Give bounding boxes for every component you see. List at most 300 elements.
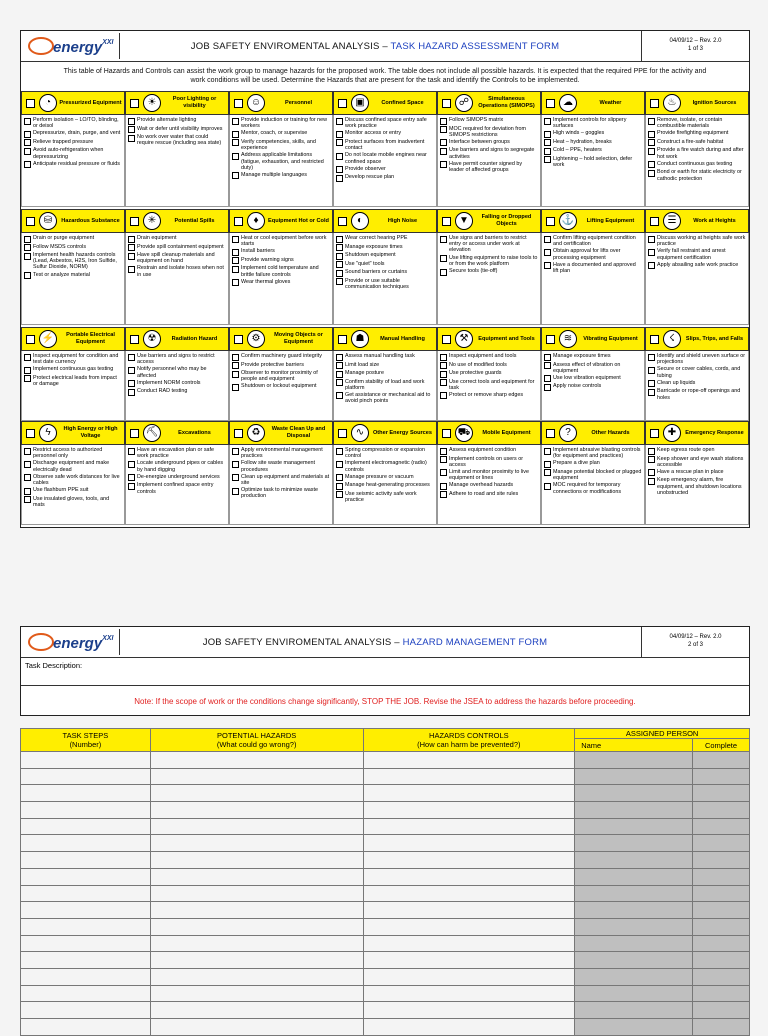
control-checkbox[interactable] [232, 257, 239, 264]
control-checkbox[interactable] [440, 379, 447, 386]
category-checkbox[interactable] [546, 99, 555, 108]
control-checkbox[interactable] [648, 448, 655, 455]
control-item[interactable] [440, 353, 538, 361]
category-checkbox[interactable] [650, 429, 659, 438]
control-checkbox[interactable] [544, 236, 551, 243]
control-checkbox[interactable] [128, 236, 135, 243]
complete-cell[interactable] [693, 768, 750, 785]
complete-cell[interactable] [693, 818, 750, 835]
category-checkbox[interactable] [442, 99, 451, 108]
category-checkbox[interactable] [234, 99, 243, 108]
complete-cell[interactable] [693, 935, 750, 952]
name-cell[interactable] [575, 752, 693, 769]
control-checkbox[interactable] [128, 126, 135, 133]
control-item[interactable] [544, 447, 642, 459]
control-checkbox[interactable] [128, 266, 135, 273]
category-checkbox[interactable] [234, 217, 243, 226]
control-cell[interactable] [363, 768, 575, 785]
control-checkbox[interactable] [232, 118, 239, 125]
control-cell[interactable] [363, 818, 575, 835]
control-cell[interactable] [363, 918, 575, 935]
control-item[interactable] [336, 117, 434, 129]
control-checkbox[interactable] [440, 483, 447, 490]
control-checkbox[interactable] [648, 161, 655, 168]
control-item[interactable] [440, 491, 538, 499]
category-checkbox[interactable] [650, 335, 659, 344]
name-cell[interactable] [575, 852, 693, 869]
control-checkbox[interactable] [232, 153, 239, 160]
category-checkbox[interactable] [234, 335, 243, 344]
name-cell[interactable] [575, 835, 693, 852]
control-item[interactable] [544, 262, 642, 274]
control-checkbox[interactable] [336, 461, 343, 468]
control-item[interactable] [648, 388, 746, 400]
control-checkbox[interactable] [440, 269, 447, 276]
control-item[interactable] [128, 235, 226, 243]
hazard-cell[interactable] [150, 902, 363, 919]
control-checkbox[interactable] [232, 354, 239, 361]
control-checkbox[interactable] [336, 448, 343, 455]
control-item[interactable] [24, 252, 122, 271]
control-item[interactable] [24, 447, 122, 459]
control-item[interactable] [24, 139, 122, 147]
control-checkbox[interactable] [336, 483, 343, 490]
control-checkbox[interactable] [336, 236, 343, 243]
hazard-cell[interactable] [150, 818, 363, 835]
control-item[interactable] [440, 147, 538, 159]
control-checkbox[interactable] [440, 392, 447, 399]
control-item[interactable] [128, 244, 226, 252]
control-item[interactable] [648, 117, 746, 129]
control-checkbox[interactable] [544, 375, 551, 382]
name-cell[interactable] [575, 1019, 693, 1036]
control-item[interactable] [336, 491, 434, 503]
control-checkbox[interactable] [544, 448, 551, 455]
control-checkbox[interactable] [24, 496, 31, 503]
complete-cell[interactable] [693, 952, 750, 969]
control-item[interactable] [440, 392, 538, 400]
complete-cell[interactable] [693, 802, 750, 819]
control-item[interactable] [544, 130, 642, 138]
control-item[interactable] [24, 147, 122, 159]
control-item[interactable] [232, 487, 330, 499]
category-checkbox[interactable] [650, 217, 659, 226]
control-checkbox[interactable] [128, 389, 135, 396]
hazard-cell[interactable] [150, 752, 363, 769]
complete-cell[interactable] [693, 852, 750, 869]
control-checkbox[interactable] [544, 249, 551, 256]
control-checkbox[interactable] [440, 148, 447, 155]
control-item[interactable] [440, 362, 538, 370]
control-checkbox[interactable] [648, 131, 655, 138]
category-checkbox[interactable] [546, 217, 555, 226]
control-checkbox[interactable] [648, 236, 655, 243]
control-cell[interactable] [363, 885, 575, 902]
control-item[interactable] [648, 380, 746, 388]
hazard-cell[interactable] [150, 1002, 363, 1019]
control-checkbox[interactable] [440, 255, 447, 262]
step-cell[interactable] [21, 835, 151, 852]
control-item[interactable] [232, 353, 330, 361]
control-checkbox[interactable] [544, 483, 551, 490]
step-cell[interactable] [21, 985, 151, 1002]
control-checkbox[interactable] [128, 380, 135, 387]
hazard-cell[interactable] [150, 868, 363, 885]
control-checkbox[interactable] [544, 118, 551, 125]
control-item[interactable] [336, 130, 434, 138]
control-checkbox[interactable] [648, 148, 655, 155]
control-checkbox[interactable] [336, 131, 343, 138]
name-cell[interactable] [575, 985, 693, 1002]
hazard-cell[interactable] [150, 968, 363, 985]
category-checkbox[interactable] [26, 99, 35, 108]
control-item[interactable] [648, 235, 746, 247]
control-cell[interactable] [363, 785, 575, 802]
control-item[interactable] [232, 474, 330, 486]
control-item[interactable] [440, 255, 538, 267]
control-item[interactable] [232, 248, 330, 256]
category-checkbox[interactable] [442, 429, 451, 438]
control-item[interactable] [232, 257, 330, 265]
control-checkbox[interactable] [232, 448, 239, 455]
control-item[interactable] [24, 460, 122, 472]
control-checkbox[interactable] [24, 253, 31, 260]
control-checkbox[interactable] [648, 367, 655, 374]
control-item[interactable] [336, 370, 434, 378]
control-item[interactable] [440, 117, 538, 125]
control-checkbox[interactable] [24, 448, 31, 455]
control-item[interactable] [440, 235, 538, 254]
control-checkbox[interactable] [648, 478, 655, 485]
control-item[interactable] [648, 130, 746, 138]
control-checkbox[interactable] [440, 456, 447, 463]
control-checkbox[interactable] [336, 139, 343, 146]
complete-cell[interactable] [693, 1002, 750, 1019]
control-item[interactable] [128, 447, 226, 459]
control-checkbox[interactable] [440, 469, 447, 476]
control-checkbox[interactable] [544, 148, 551, 155]
complete-cell[interactable] [693, 985, 750, 1002]
control-item[interactable] [336, 353, 434, 361]
hazard-cell[interactable] [150, 852, 363, 869]
category-checkbox[interactable] [338, 335, 347, 344]
hazard-cell[interactable] [150, 935, 363, 952]
control-checkbox[interactable] [648, 262, 655, 269]
step-cell[interactable] [21, 885, 151, 902]
control-cell[interactable] [363, 902, 575, 919]
control-item[interactable] [440, 456, 538, 468]
control-item[interactable] [648, 147, 746, 159]
control-item[interactable] [648, 169, 746, 181]
control-checkbox[interactable] [544, 469, 551, 476]
control-item[interactable] [232, 279, 330, 287]
hazard-cell[interactable] [150, 885, 363, 902]
control-item[interactable] [128, 366, 226, 378]
control-checkbox[interactable] [232, 474, 239, 481]
task-description-field[interactable] [111, 661, 745, 679]
control-checkbox[interactable] [440, 161, 447, 168]
control-checkbox[interactable] [128, 461, 135, 468]
control-checkbox[interactable] [232, 384, 239, 391]
control-item[interactable] [648, 447, 746, 455]
control-item[interactable] [336, 139, 434, 151]
control-checkbox[interactable] [544, 354, 551, 361]
control-item[interactable] [544, 139, 642, 147]
control-checkbox[interactable] [336, 362, 343, 369]
complete-cell[interactable] [693, 785, 750, 802]
control-cell[interactable] [363, 968, 575, 985]
step-cell[interactable] [21, 802, 151, 819]
control-checkbox[interactable] [440, 362, 447, 369]
control-checkbox[interactable] [128, 135, 135, 142]
control-checkbox[interactable] [336, 278, 343, 285]
control-checkbox[interactable] [544, 156, 551, 163]
control-checkbox[interactable] [336, 474, 343, 481]
control-cell[interactable] [363, 802, 575, 819]
complete-cell[interactable] [693, 868, 750, 885]
control-checkbox[interactable] [648, 249, 655, 256]
control-item[interactable] [544, 147, 642, 155]
name-cell[interactable] [575, 952, 693, 969]
hazard-cell[interactable] [150, 918, 363, 935]
control-item[interactable] [128, 252, 226, 264]
control-item[interactable] [648, 262, 746, 270]
step-cell[interactable] [21, 1002, 151, 1019]
step-cell[interactable] [21, 902, 151, 919]
control-checkbox[interactable] [336, 392, 343, 399]
control-checkbox[interactable] [336, 371, 343, 378]
control-item[interactable] [128, 117, 226, 125]
hazard-cell[interactable] [150, 835, 363, 852]
hazard-cell[interactable] [150, 1019, 363, 1036]
name-cell[interactable] [575, 818, 693, 835]
control-checkbox[interactable] [128, 483, 135, 490]
category-checkbox[interactable] [26, 429, 35, 438]
control-checkbox[interactable] [544, 461, 551, 468]
name-cell[interactable] [575, 802, 693, 819]
control-item[interactable] [232, 152, 330, 171]
control-checkbox[interactable] [440, 118, 447, 125]
name-cell[interactable] [575, 868, 693, 885]
step-cell[interactable] [21, 818, 151, 835]
step-cell[interactable] [21, 935, 151, 952]
control-checkbox[interactable] [24, 131, 31, 138]
control-item[interactable] [440, 447, 538, 455]
control-item[interactable] [336, 152, 434, 164]
control-item[interactable] [128, 474, 226, 482]
control-checkbox[interactable] [232, 279, 239, 286]
control-checkbox[interactable] [440, 448, 447, 455]
complete-cell[interactable] [693, 1019, 750, 1036]
name-cell[interactable] [575, 1002, 693, 1019]
control-cell[interactable] [363, 752, 575, 769]
name-cell[interactable] [575, 968, 693, 985]
control-item[interactable] [232, 130, 330, 138]
control-checkbox[interactable] [24, 272, 31, 279]
category-checkbox[interactable] [546, 335, 555, 344]
control-checkbox[interactable] [544, 139, 551, 146]
control-checkbox[interactable] [648, 380, 655, 387]
control-checkbox[interactable] [24, 375, 31, 382]
control-checkbox[interactable] [336, 270, 343, 277]
control-item[interactable] [232, 139, 330, 151]
control-checkbox[interactable] [24, 161, 31, 168]
control-item[interactable] [440, 268, 538, 276]
complete-cell[interactable] [693, 918, 750, 935]
name-cell[interactable] [575, 885, 693, 902]
control-cell[interactable] [363, 1019, 575, 1036]
control-item[interactable] [440, 379, 538, 391]
control-checkbox[interactable] [24, 488, 31, 495]
name-cell[interactable] [575, 785, 693, 802]
hazard-cell[interactable] [150, 768, 363, 785]
control-item[interactable] [128, 265, 226, 277]
control-checkbox[interactable] [336, 175, 343, 182]
control-checkbox[interactable] [440, 491, 447, 498]
control-item[interactable] [128, 353, 226, 365]
control-item[interactable] [128, 460, 226, 472]
control-item[interactable] [336, 362, 434, 370]
category-checkbox[interactable] [130, 99, 139, 108]
control-item[interactable] [440, 161, 538, 173]
control-checkbox[interactable] [24, 118, 31, 125]
category-checkbox[interactable] [338, 217, 347, 226]
control-checkbox[interactable] [128, 448, 135, 455]
complete-cell[interactable] [693, 902, 750, 919]
control-checkbox[interactable] [336, 166, 343, 173]
control-item[interactable] [232, 235, 330, 247]
control-checkbox[interactable] [232, 249, 239, 256]
control-item[interactable] [336, 235, 434, 243]
control-item[interactable] [128, 380, 226, 388]
control-checkbox[interactable] [232, 266, 239, 273]
control-item[interactable] [24, 235, 122, 243]
control-item[interactable] [24, 272, 122, 280]
complete-cell[interactable] [693, 835, 750, 852]
control-checkbox[interactable] [336, 244, 343, 251]
control-checkbox[interactable] [440, 139, 447, 146]
control-item[interactable] [24, 161, 122, 169]
category-checkbox[interactable] [650, 99, 659, 108]
name-cell[interactable] [575, 935, 693, 952]
control-checkbox[interactable] [336, 118, 343, 125]
name-cell[interactable] [575, 918, 693, 935]
complete-cell[interactable] [693, 752, 750, 769]
category-checkbox[interactable] [442, 217, 451, 226]
control-cell[interactable] [363, 952, 575, 969]
control-cell[interactable] [363, 985, 575, 1002]
control-cell[interactable] [363, 1002, 575, 1019]
hazard-cell[interactable] [150, 985, 363, 1002]
control-item[interactable] [440, 482, 538, 490]
category-checkbox[interactable] [234, 429, 243, 438]
control-checkbox[interactable] [128, 244, 135, 251]
control-item[interactable] [544, 117, 642, 129]
step-cell[interactable] [21, 868, 151, 885]
control-item[interactable] [648, 161, 746, 169]
control-checkbox[interactable] [648, 170, 655, 177]
control-item[interactable] [24, 244, 122, 252]
category-checkbox[interactable] [338, 429, 347, 438]
control-item[interactable] [544, 235, 642, 247]
control-item[interactable] [544, 469, 642, 481]
control-item[interactable] [336, 174, 434, 182]
control-checkbox[interactable] [24, 461, 31, 468]
control-checkbox[interactable] [544, 384, 551, 391]
control-checkbox[interactable] [440, 371, 447, 378]
category-checkbox[interactable] [26, 335, 35, 344]
control-checkbox[interactable] [128, 253, 135, 260]
control-cell[interactable] [363, 868, 575, 885]
control-checkbox[interactable] [128, 367, 135, 374]
control-item[interactable] [544, 460, 642, 468]
control-item[interactable] [128, 482, 226, 494]
step-cell[interactable] [21, 968, 151, 985]
hazard-cell[interactable] [150, 802, 363, 819]
control-checkbox[interactable] [336, 253, 343, 260]
control-item[interactable] [232, 460, 330, 472]
control-item[interactable] [24, 375, 122, 387]
control-item[interactable] [440, 126, 538, 138]
complete-cell[interactable] [693, 968, 750, 985]
control-item[interactable] [544, 248, 642, 260]
control-cell[interactable] [363, 852, 575, 869]
control-item[interactable] [232, 383, 330, 391]
control-checkbox[interactable] [24, 139, 31, 146]
control-checkbox[interactable] [232, 131, 239, 138]
control-checkbox[interactable] [440, 236, 447, 243]
control-checkbox[interactable] [24, 474, 31, 481]
control-item[interactable] [648, 456, 746, 468]
control-checkbox[interactable] [648, 118, 655, 125]
control-item[interactable] [24, 474, 122, 486]
control-item[interactable] [544, 482, 642, 494]
control-item[interactable] [648, 139, 746, 147]
control-checkbox[interactable] [128, 354, 135, 361]
hazard-cell[interactable] [150, 785, 363, 802]
control-checkbox[interactable] [232, 236, 239, 243]
control-checkbox[interactable] [648, 469, 655, 476]
control-checkbox[interactable] [128, 118, 135, 125]
control-item[interactable] [336, 261, 434, 269]
name-cell[interactable] [575, 902, 693, 919]
control-item[interactable] [128, 388, 226, 396]
control-item[interactable] [336, 166, 434, 174]
control-item[interactable] [24, 496, 122, 508]
control-checkbox[interactable] [648, 456, 655, 463]
control-item[interactable] [648, 469, 746, 477]
control-item[interactable] [440, 139, 538, 147]
control-checkbox[interactable] [648, 389, 655, 396]
category-checkbox[interactable] [26, 217, 35, 226]
step-cell[interactable] [21, 918, 151, 935]
control-checkbox[interactable] [232, 362, 239, 369]
control-checkbox[interactable] [648, 139, 655, 146]
control-checkbox[interactable] [128, 474, 135, 481]
control-checkbox[interactable] [232, 371, 239, 378]
control-item[interactable] [232, 117, 330, 129]
control-checkbox[interactable] [544, 262, 551, 269]
control-checkbox[interactable] [648, 354, 655, 361]
control-item[interactable] [648, 366, 746, 378]
control-checkbox[interactable] [440, 354, 447, 361]
control-item[interactable] [544, 353, 642, 361]
control-checkbox[interactable] [336, 354, 343, 361]
control-checkbox[interactable] [24, 148, 31, 155]
control-item[interactable] [440, 370, 538, 378]
category-checkbox[interactable] [130, 217, 139, 226]
control-item[interactable] [24, 366, 122, 374]
